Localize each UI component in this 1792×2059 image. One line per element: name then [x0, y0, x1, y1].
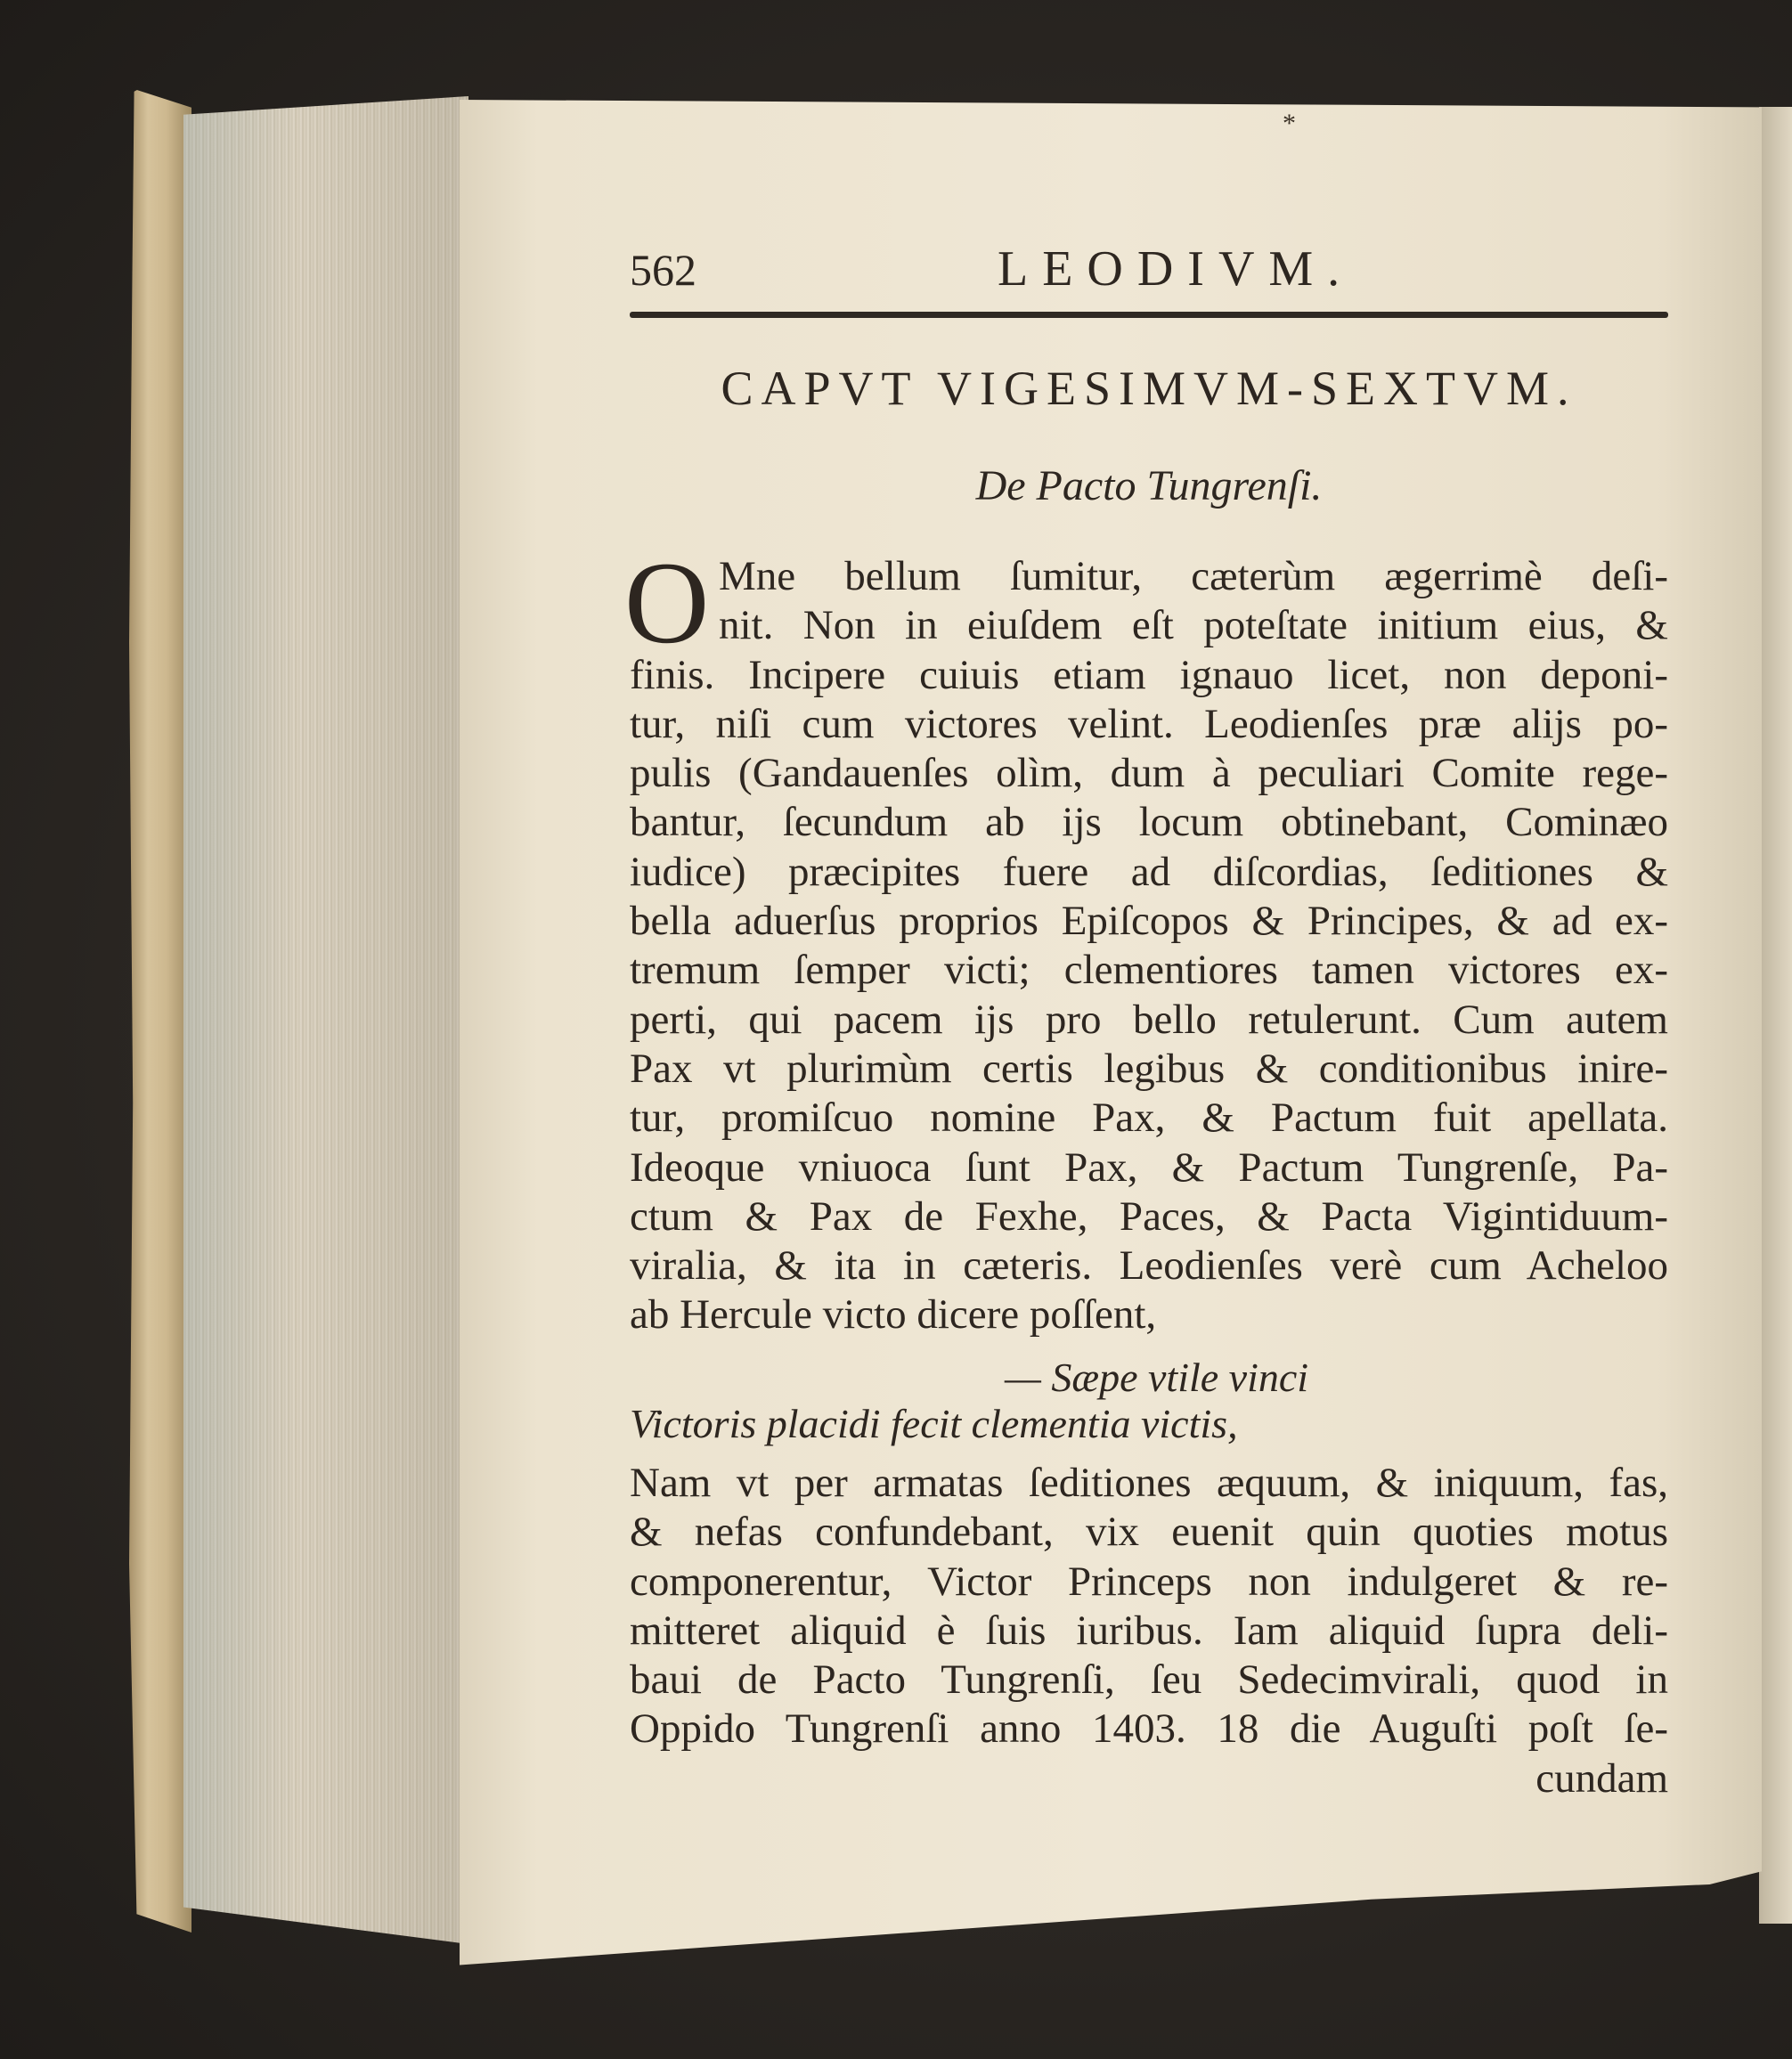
chapter-title: CAPVT VIGESIMVM-SEXTVM. [721, 362, 1577, 415]
text-line: finis. Incipere cuiuis etiam ignauo licet, non deponi- [630, 651, 1668, 698]
text-line: Pax vt plurimùm certis legibus & conditionibus inire- [630, 1045, 1668, 1092]
text-line: iudice) præcipites fuere ad diſcordias, ſeditiones & [630, 848, 1668, 895]
chapter-subtitle: De Pacto Tungrenſi. [975, 462, 1323, 509]
text-line: ctum & Pax de Fexhe, Paces, & Pacta Vigintiduum- [630, 1192, 1668, 1240]
text-line: Oppido Tungrenſi anno 1403. 18 die Auguſti poſt ſe- [630, 1705, 1668, 1753]
text-line: tur, niſi cum victores velint. Leodienſes præ alijs po- [630, 700, 1668, 747]
facing-page-edge [1759, 107, 1792, 1924]
signature-mark: * [1283, 109, 1296, 138]
text-line: & nefas confundebant, vix euenit quin quoties motus [630, 1509, 1668, 1556]
page-number: 562 [630, 245, 696, 295]
running-head: LEODIVM. [998, 241, 1355, 297]
text-line: bella aduerſus proprios Epiſcopos & Principes, & ad ex- [630, 898, 1668, 945]
catchword: cundam [1535, 1754, 1668, 1802]
verse-line-2: Victoris placidi fecit clementia victis, [630, 1401, 1238, 1446]
text-line: bantur, ſecundum ab ijs locum obtinebant, Cominæo [630, 799, 1668, 846]
body-paragraph-2 [630, 1459, 1668, 1803]
text-line: ab Hercule victo dicere poſſent, [630, 1291, 1157, 1339]
text-line: pulis (Gandauenſes olìm, dum à peculiari Comite rege- [630, 750, 1668, 797]
text-line: tremum ſemper victi; clementiores tamen victores ex- [630, 947, 1668, 994]
header-rule [630, 312, 1668, 318]
verse-line-1: — Sæpe vtile vinci [1005, 1355, 1309, 1400]
text-line: Ideoque vniuoca ſunt Pax, & Pactum Tungrenſe, Pa- [630, 1143, 1668, 1191]
text-line: baui de Pacto Tungrenſi, ſeu Sedecimvirali, quod in [630, 1656, 1668, 1704]
body-paragraph-1 [624, 537, 1668, 1340]
book-spine-vellum [129, 89, 191, 1933]
text-line: nit. Non in eiuſdem eſt poteſtate initium eius, & [719, 602, 1668, 649]
text-line: componerentur, Victor Princeps non indulgeret & re- [630, 1558, 1668, 1605]
text-line: tur, promiſcuo nomine Pax, & Pactum fuit apellata. [630, 1095, 1668, 1142]
page-block-shade [183, 96, 468, 1944]
text-line: mitteret aliquid è ſuis iuribus. Iam aliquid ſupra deli- [630, 1607, 1668, 1654]
text-line: Nam vt per armatas ſeditiones æquum, & iniquum, fas, [630, 1460, 1668, 1506]
text-line: perti, qui pacem ijs pro bello retulerunt. Cum autem [630, 996, 1668, 1043]
text-line: viralia, & ita in cæteris. Leodienſes verè cum Acheloo [630, 1242, 1668, 1290]
drop-cap: O [624, 537, 710, 668]
text-line: Mne bellum ſumitur, cæterùm ægerrimè deſi- [719, 553, 1668, 599]
